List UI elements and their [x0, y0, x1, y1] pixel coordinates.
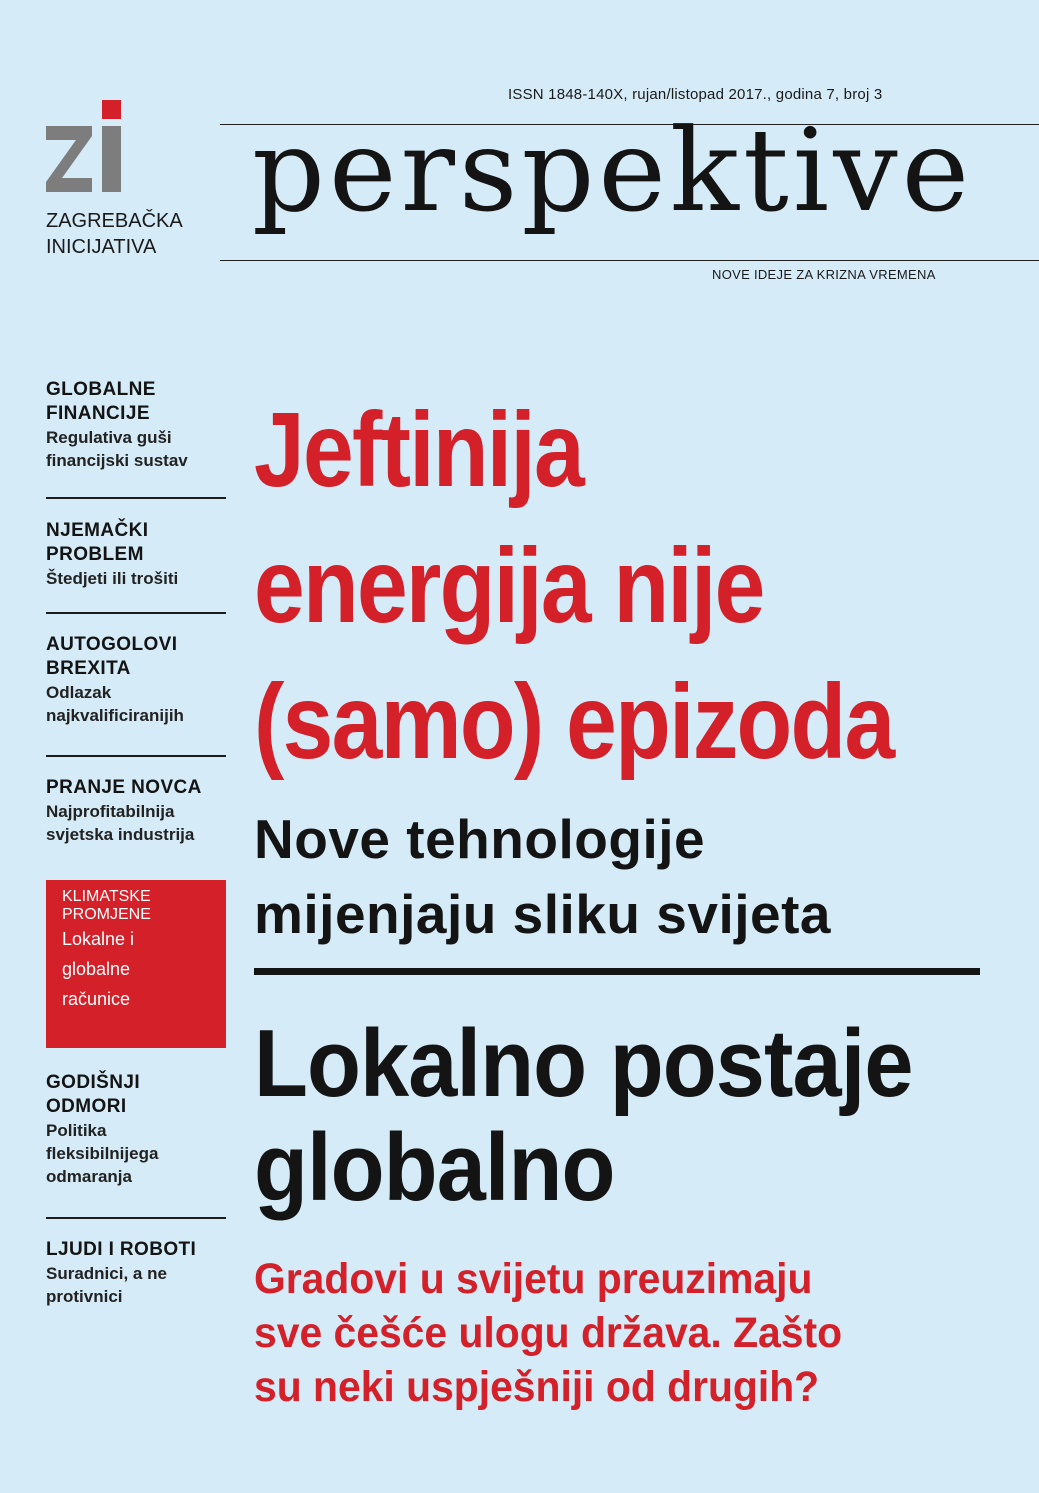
sidebar-kicker: NJEMAČKI [46, 520, 149, 541]
tagline: NOVE IDEJE ZA KRIZNA VREMENA [712, 267, 936, 282]
sidebar-kicker: PROBLEM [46, 544, 144, 565]
deck-line: sve češće ulogu država. Zašto [254, 1309, 843, 1357]
sidebar-item-godisnji-odmori[interactable] [46, 1071, 226, 1188]
sidebar-kicker: GODIŠNJI [46, 1072, 140, 1093]
sidebar-kicker: LJUDI I ROBOTI [46, 1239, 197, 1260]
org-name-line2: INICIJATIVA [46, 236, 157, 258]
sidebar-sub: Suradnici, a ne [46, 1264, 167, 1283]
deck-text [254, 1252, 976, 1414]
sidebar-kicker: AUTOGOLOVI [46, 634, 178, 655]
sidebar-sub: fleksibilnijega [46, 1144, 159, 1163]
second-headline[interactable] [254, 1012, 972, 1220]
sidebar-sub: svjetska industrija [46, 825, 195, 844]
sidebar-sub: Regulativa guši [46, 428, 172, 447]
sidebar-sub: Najprofitabilnija [46, 802, 175, 821]
sidebar-sub: najkvalificiranijih [46, 706, 184, 725]
sidebar-item-njemacki-problem[interactable] [46, 519, 226, 590]
sidebar-kicker: PRANJE NOVCA [46, 777, 202, 798]
sidebar-divider [46, 1217, 226, 1219]
sidebar-kicker: BREXITA [46, 658, 131, 679]
sidebar-kicker: GLOBALNE [46, 379, 156, 400]
sidebar-divider [46, 755, 226, 757]
main-headline-line: energija nije [254, 527, 764, 645]
sidebar-divider [46, 497, 226, 499]
deck-line: Gradovi u svijetu preuzimaju [254, 1255, 813, 1303]
subheadline-line: Nove tehnologije [254, 808, 706, 870]
sidebar-sub: financijski sustav [46, 451, 188, 470]
issn-line: ISSN 1848-140X, rujan/listopad 2017., godina 7, broj 3 [508, 86, 883, 103]
sidebar-kicker: KLIMATSKE [62, 888, 151, 905]
sidebar-kicker: ODMORI [46, 1096, 127, 1117]
sidebar-sub: Štedjeti ili trošiti [46, 569, 179, 588]
masthead-bottom-rule [220, 260, 1039, 261]
sidebar-item-autogolovi-brexita[interactable] [46, 633, 226, 727]
sidebar-sub: protivnici [46, 1287, 123, 1306]
sidebar-kicker: FINANCIJE [46, 403, 150, 424]
section-divider [254, 968, 980, 975]
masthead-title: perspektive [252, 104, 974, 237]
sidebar-sub: Lokalne i [62, 929, 135, 949]
second-headline-line: Lokalno postaje [254, 1010, 913, 1117]
zi-logo-icon [46, 100, 126, 192]
main-headline[interactable] [254, 382, 908, 790]
second-headline-line: globalno [254, 1114, 615, 1221]
subheadline [254, 802, 1014, 952]
sidebar-sub: računice [62, 989, 131, 1009]
org-name [46, 208, 183, 260]
main-headline-line: Jeftinija [254, 391, 584, 509]
main-headline-line: (samo) epizoda [254, 663, 894, 781]
sidebar-sub: Odlazak [46, 683, 112, 702]
sidebar-sub: globalne [62, 959, 131, 979]
org-name-line1: ZAGREBAČKA [46, 210, 183, 232]
deck-line: su neki uspješniji od drugih? [254, 1363, 820, 1411]
sidebar-divider [46, 612, 226, 614]
sidebar-sub: odmaranja [46, 1167, 132, 1186]
sidebar-item-globalne-financije[interactable] [46, 378, 226, 472]
sidebar-sub: Politika [46, 1121, 107, 1140]
sidebar-kicker: PROMJENE [62, 906, 151, 923]
sidebar-item-ljudi-i-roboti[interactable] [46, 1238, 226, 1308]
subheadline-line: mijenjaju sliku svijeta [254, 883, 832, 945]
sidebar-item-klimatske-promjene[interactable] [46, 880, 226, 1048]
sidebar-item-pranje-novca[interactable] [46, 776, 226, 846]
